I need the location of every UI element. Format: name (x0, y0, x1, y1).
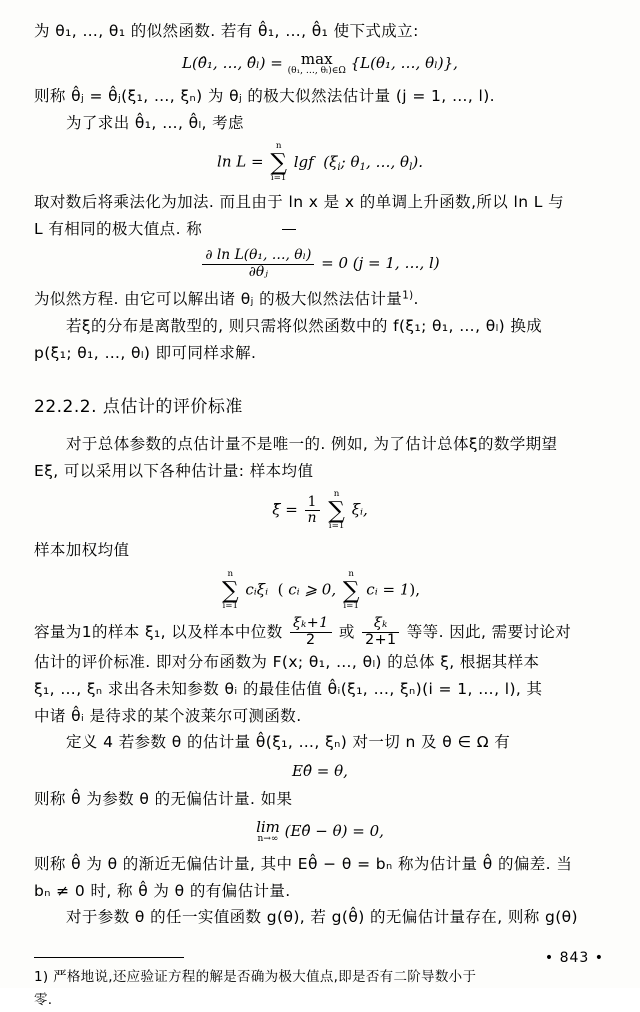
text-line: Eξ, 可以采用以下各种估计量: 样本均值 (34, 461, 314, 480)
partial-derivative-fraction (202, 248, 314, 280)
footnote-divider (34, 957, 184, 958)
text-line: 对于总体参数的点估计量不是唯一的. 例如, 为了估计总体ξ的数学期望 (66, 435, 558, 454)
text-span: 容量为1的样本 ξ₁, 以及样本中位数 (34, 623, 283, 642)
limit-operator (256, 819, 280, 845)
one-over-n-fraction (305, 495, 320, 527)
formula-part: lgf ($\xi_i$; $\theta_1$, …, $\theta_l$). (293, 152, 423, 173)
footnote-reference: 1) (402, 290, 414, 302)
formula-condition-b: cᵢ = 1 (366, 580, 410, 599)
formula-likelihood-equation (34, 248, 606, 280)
text-line: 取对数后将乘法化为加法. 而且由于 ln x 是 x 的单调上升函数,所以 ln L 与 (34, 193, 565, 212)
text-line: bₙ ≠ 0 时, 称 θ̂ 为 θ 的有偏估计量. (34, 881, 291, 900)
fraction-numerator: ξₖ+1 (290, 616, 332, 633)
text-line: p(ξ₁; θ₁, …, θₗ) 即可同样求解. (34, 343, 257, 362)
text-line: 则称 θ̂ 为参数 θ 的无偏估计量. 如果 (34, 790, 293, 809)
text-line: 则称 θ̂ 为 θ 的渐近无偏估计量, 其中 Eθ̂ − θ = bₙ 称为估计量 θ̂ 的偏差. 当 (34, 855, 573, 874)
text-line: ξ₁, …, ξₙ 求出各未知参数 θᵢ 的最佳估值 θ̂ᵢ(ξ₁, …, ξₙ)(i = 1, …, l), 其 (34, 680, 543, 699)
formula-log-likelihood (34, 142, 606, 183)
sum-symbol: ∑ (222, 576, 239, 604)
text-span: 或 (338, 623, 355, 642)
fraction-numerator: 1 (305, 495, 320, 511)
text-line (34, 616, 606, 649)
sum-upper: n (348, 568, 355, 579)
footnote-text-cont: 零. (34, 991, 53, 1008)
formula-limit (34, 819, 606, 845)
sum-lower: i=1 (270, 173, 287, 184)
sum-upper: n (227, 568, 234, 579)
text-line: 中诸 θ̂ᵢ 是待求的某个波莱尔可测函数. (34, 706, 302, 725)
formula-weighted-mean (34, 570, 606, 611)
formula-part: {L(θ₁, …, θₗ)}, (350, 53, 458, 72)
fraction-numerator: ξₖ (362, 616, 399, 633)
formula-part: L(θ̂₁, …, θ̂ₗ) = (182, 53, 283, 72)
max-operator (288, 51, 346, 77)
sum-upper: n (275, 141, 282, 152)
paren-close: ), (409, 580, 420, 599)
limit-subscript: n→∞ (257, 834, 279, 845)
formula-part: ξᵢ, (351, 500, 368, 519)
formula-part: (Eθ̂ − θ) = 0, (284, 821, 384, 840)
summation-operator (328, 490, 345, 531)
inline-rule (282, 229, 296, 230)
sum-symbol: ∑ (342, 576, 360, 604)
footnote-marker: 1) (34, 969, 49, 986)
text-line: 估计的评价标准. 即对分布函数为 F(x; θ₁, …, θₗ) 的总体 ξ, 根据其样本 (34, 653, 540, 672)
median-fraction-2 (362, 616, 399, 649)
summation-operator (270, 142, 287, 183)
text-line: 样本加权均值 (34, 541, 130, 560)
paren-open: ( (272, 580, 284, 599)
formula-sample-mean (34, 490, 606, 531)
text-span: L 有相同的极大值点. 称 (34, 219, 203, 238)
sum-symbol: ∑ (270, 149, 287, 177)
page-content (34, 18, 606, 1012)
text-line: 为 θ₁, …, θ₁ 的似然函数. 若有 θ̂₁, …, θ̂₁ 使下式成立: (34, 22, 419, 40)
sum-lower: i=1 (343, 600, 359, 611)
sum-symbol: ∑ (328, 497, 345, 525)
formula-part: ξ̄ = (272, 500, 298, 519)
section-heading: 22.2.2. 点估计的评价标准 (34, 397, 243, 418)
footnote-block (34, 966, 606, 1012)
text-line (34, 286, 606, 313)
text-line: 若ξ的分布是离散型的, 则只需将似然函数中的 f(ξ₁; θ₁, …, θₗ) 换成 (66, 316, 543, 335)
sum-lower: i=1 (222, 600, 239, 611)
fraction-denominator: ∂θⱼ (248, 263, 268, 280)
summation-operator (343, 570, 360, 611)
summation-operator (222, 570, 239, 611)
formula-part: = 0 (j = 1, …, l) (321, 254, 440, 273)
definition-line (34, 729, 606, 756)
sum-lower: i=1 (328, 521, 345, 532)
limit-symbol: lim (256, 817, 280, 836)
text-line (34, 216, 606, 243)
text-span: . (413, 290, 419, 309)
formula-condition-a: cᵢ ⩾ 0, (288, 580, 337, 599)
definition-label: 定义 4 (66, 733, 114, 752)
text-line: 则称 θ̂ⱼ = θ̂ⱼ(ξ₁, …, ξₙ) 为 θⱼ 的极大似然法估计量 (j = 1, …, l). (34, 87, 495, 106)
max-symbol: max (300, 49, 333, 68)
page-number: • 843 • (544, 950, 604, 966)
formula-part: Eθ̂ = θ, (292, 762, 348, 781)
footnote-text: 严格地说,还应验证方程的解是否确为极大值点,即是否有二阶导数小于 (53, 969, 477, 986)
text-span: 等等. 因此, 需要讨论对 (406, 623, 572, 642)
formula-likelihood-max (34, 51, 606, 77)
median-fraction-1 (290, 616, 332, 649)
fraction-denominator: 2+1 (365, 632, 397, 649)
formula-unbiased (34, 762, 606, 780)
sum-upper: n (333, 489, 340, 500)
max-subscript: (θ₁, …, θₗ)∈Ω (287, 66, 346, 77)
fraction-numerator: ∂ ln L(θ₁, …, θₗ) (202, 248, 314, 264)
text-span: 为似然方程. 由它可以解出诸 θⱼ 的极大似然法估计量 (34, 290, 403, 309)
definition-text: 若参数 θ 的估计量 θ̂(ξ₁, …, ξₙ) 对一切 n 及 θ ∈ Ω 有 (118, 733, 511, 752)
text-line: 对于参数 θ 的任一实值函数 g(θ), 若 g(θ̂) 的无偏估计量存在, 则称 g(θ) (66, 908, 579, 927)
fraction-denominator: 2 (306, 632, 316, 649)
fraction-denominator: n (307, 510, 317, 527)
formula-lnL: ln L = (217, 152, 264, 171)
formula-part: cᵢξᵢ (245, 580, 269, 599)
text-line: 为了求出 θ̂₁, …, θ̂ₗ, 考虑 (66, 113, 244, 132)
